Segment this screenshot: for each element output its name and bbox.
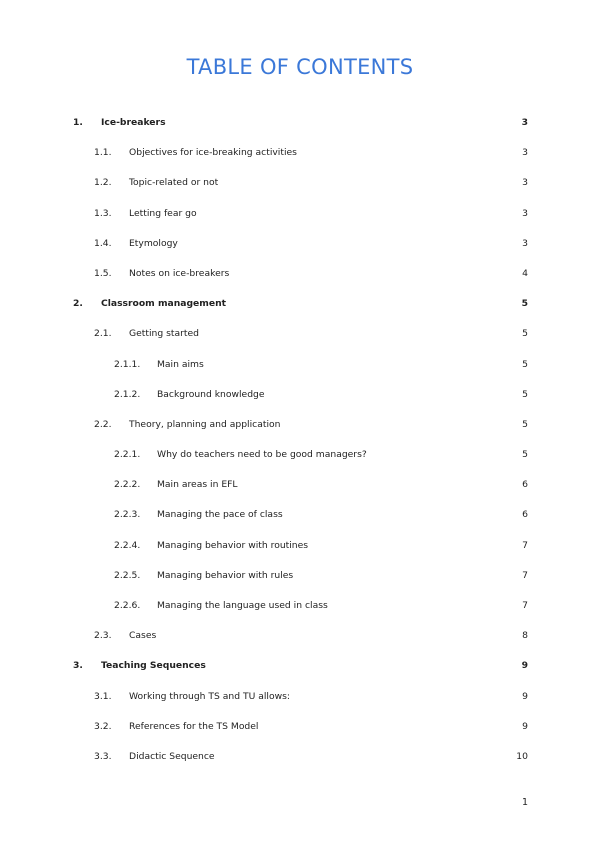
toc-entry[interactable] — [0, 319, 600, 349]
toc-entry-label[interactable]: Notes on ice-breakers — [129, 267, 230, 279]
toc-entry-number: 1.2. — [94, 177, 112, 189]
toc-entry[interactable] — [0, 470, 600, 500]
toc-entry-label[interactable]: Managing behavior with routines — [157, 539, 309, 551]
toc-entry-label[interactable]: Working through TS and TU allows: — [129, 690, 290, 702]
toc-entry-label[interactable]: References for the TS Model — [129, 720, 259, 732]
toc-entry-page[interactable]: 5 — [522, 328, 528, 340]
toc-entry-number: 3.3. — [94, 750, 112, 762]
toc-entry-number: 1.3. — [94, 207, 112, 219]
toc-entry-label[interactable]: Main areas in EFL — [157, 479, 238, 491]
toc-entry-number: 3.2. — [94, 720, 112, 732]
toc-entry-number: 2. — [73, 298, 83, 310]
toc-entry-label[interactable]: Main aims — [157, 358, 204, 370]
toc-entry-label[interactable]: Getting started — [129, 328, 199, 340]
toc-entry-page[interactable]: 7 — [522, 569, 528, 581]
toc-entry[interactable] — [0, 591, 600, 621]
toc-entry-number: 3.1. — [94, 690, 112, 702]
toc-entry-label[interactable]: Letting fear go — [129, 207, 197, 219]
toc-entry[interactable] — [0, 229, 600, 259]
toc-entry-label[interactable]: Cases — [129, 630, 157, 642]
toc-entry-page[interactable]: 3 — [522, 237, 528, 249]
toc-entry-number: 1.5. — [94, 267, 112, 279]
toc-entry-number: 2.2.6. — [114, 600, 141, 611]
toc-entry[interactable] — [0, 500, 600, 530]
toc-entry-page[interactable]: 9 — [521, 660, 528, 672]
toc-entry[interactable] — [0, 380, 600, 410]
toc-entry[interactable] — [0, 712, 600, 742]
toc-entry-page[interactable]: 6 — [522, 509, 528, 521]
toc-entry-page[interactable]: 7 — [522, 539, 528, 551]
footer-page-number: 1 — [521, 797, 528, 808]
toc-entry-page[interactable]: 5 — [521, 298, 528, 310]
toc-entry-page[interactable]: 5 — [522, 418, 528, 430]
toc-entry-page[interactable]: 5 — [522, 358, 528, 370]
toc-entry-number: 1.4. — [94, 237, 112, 249]
toc-entry[interactable] — [0, 108, 600, 138]
toc-entry[interactable] — [0, 561, 600, 591]
toc-entry[interactable] — [0, 651, 600, 681]
toc-entry[interactable] — [0, 742, 600, 772]
toc-entry-label[interactable]: Topic-related or not — [129, 177, 219, 189]
toc-entry-number: 2.2. — [94, 418, 112, 430]
toc-entry[interactable] — [0, 289, 600, 319]
toc-entry-label[interactable]: Didactic Sequence — [129, 750, 215, 762]
toc-entry-page[interactable]: 10 — [516, 750, 528, 762]
toc-entry-label[interactable]: Managing behavior with rules — [157, 569, 294, 581]
toc-entry-page[interactable]: 9 — [522, 690, 528, 702]
toc-entry-page[interactable]: 9 — [522, 720, 528, 732]
toc-entry-label[interactable]: Objectives for ice-breaking activities — [129, 147, 297, 159]
toc-entry-page[interactable]: 6 — [522, 479, 528, 491]
toc-entry-page[interactable]: 8 — [522, 630, 528, 642]
toc-entry[interactable] — [0, 350, 600, 380]
toc-entry-label[interactable]: Managing the pace of class — [157, 509, 283, 521]
page-title: TABLE OF CONTENTS — [186, 55, 414, 79]
toc-entry-number: 1.1. — [94, 147, 112, 159]
toc-entry-number: 2.2.3. — [114, 509, 141, 521]
toc-entry-label[interactable]: Background knowledge — [157, 388, 265, 400]
toc-entry-number: 2.2.2. — [114, 479, 141, 491]
toc-entry[interactable] — [0, 531, 600, 561]
toc-entry-label[interactable]: Classroom management — [101, 298, 227, 310]
toc-entry-page[interactable]: 3 — [521, 117, 528, 128]
toc-entry-label[interactable]: Ice-breakers — [101, 117, 166, 128]
toc-entry[interactable] — [0, 621, 600, 651]
toc-entry[interactable] — [0, 168, 600, 198]
toc-entry-number: 2.3. — [94, 630, 112, 642]
toc-entry[interactable] — [0, 410, 600, 440]
toc-entry[interactable] — [0, 259, 600, 289]
toc-entry-page[interactable]: 3 — [522, 177, 528, 189]
toc-entry-label[interactable]: Why do teachers need to be good managers? — [157, 449, 367, 461]
toc-entry-number: 3. — [73, 660, 83, 672]
toc-entry[interactable] — [0, 440, 600, 470]
toc-entry-label[interactable]: Theory, planning and application — [129, 418, 281, 430]
toc-entry-number: 2.1. — [94, 328, 112, 340]
toc-entry-page[interactable]: 5 — [522, 449, 528, 461]
toc-entry-page[interactable]: 7 — [522, 600, 528, 611]
toc-entry-number: 2.2.5. — [114, 569, 141, 581]
toc-entry-page[interactable]: 5 — [522, 388, 528, 400]
toc-entry-page[interactable]: 3 — [522, 207, 528, 219]
toc-entry-label[interactable]: Teaching Sequences — [101, 660, 206, 672]
toc-entry-number: 2.1.1. — [114, 358, 141, 370]
toc-entry-label[interactable]: Etymology — [129, 237, 178, 249]
toc-entry-label[interactable]: Managing the language used in class — [157, 600, 328, 611]
toc-entry-number: 2.2.1. — [114, 449, 141, 461]
toc-entry[interactable] — [0, 138, 600, 168]
toc-list — [0, 108, 600, 772]
toc-entry-number: 2.2.4. — [114, 539, 141, 551]
toc-entry[interactable] — [0, 199, 600, 229]
toc-entry-number: 2.1.2. — [114, 388, 141, 400]
toc-entry-page[interactable]: 3 — [522, 147, 528, 159]
toc-entry[interactable] — [0, 682, 600, 712]
toc-entry-page[interactable]: 4 — [522, 267, 528, 279]
toc-entry-number: 1. — [73, 117, 83, 128]
